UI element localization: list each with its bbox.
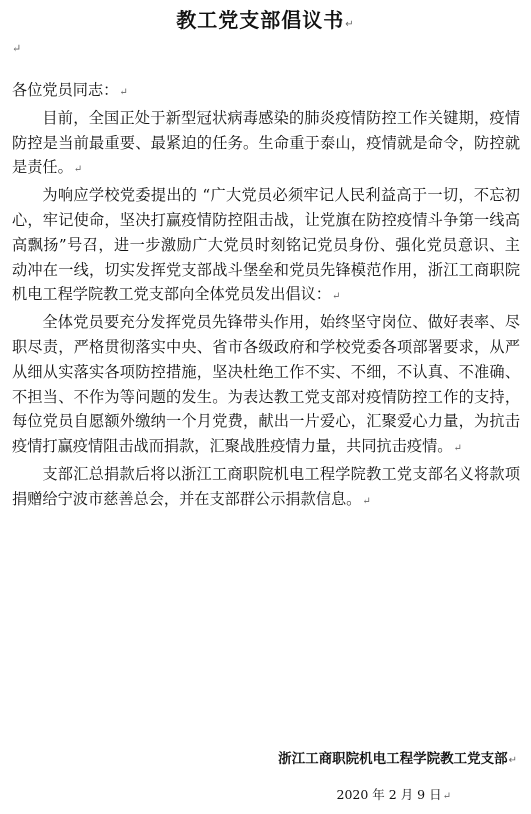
- paragraph-3: 全体党员要充分发挥党员先锋带头作用，始终坚守岗位、做好表率、尽职尽责，严格贯彻落实中央、省市各级政府和学校党委各项部署要求，从严从细从实落实各项防控措施，坚决杜绝工作不实、不细，不认真、不准确、不担当、不作为等问题的发生。为表达教工党支部对疫情防控工作的支持，每位党员自愿额外缴纳一个月党费，献出一片爱心，汇聚爱心力量，为抗击疫情打赢疫情阻击战而捐款，汇聚战胜疫情力量，共同抗击疫情。↵: [12, 313, 520, 456]
- paragraph-4: 支部汇总捐款后将以浙江工商职院机电工程学院教工党支部名义将款项捐赠给宁波市慈善总会，并在支部群公示捐款信息。↵: [12, 464, 520, 508]
- paragraph-mark: ↵: [508, 755, 517, 766]
- paragraph-1: 目前，全国正处于新型冠状病毒感染的肺炎疫情防控工作关键期，疫情防控是当前最重要、最紧迫的任务。生命重于泰山，疫情就是命令，防控就是责任。↵: [12, 108, 520, 177]
- paragraph-mark: ↵: [331, 291, 341, 303]
- signature: 浙江工商职院机电工程学院教工党支部↵: [278, 751, 517, 767]
- salutation: 各位党员同志：↵: [12, 81, 128, 99]
- paragraph-mark: ↵: [453, 443, 462, 455]
- paragraph-mark: ↵: [73, 164, 83, 176]
- document-title: 教工党支部倡议书↵: [176, 8, 355, 32]
- document-date: 2020 年 2 月 9 日↵: [336, 787, 451, 802]
- document-body: [12, 78, 520, 515]
- paragraph-mark: ↵: [345, 19, 355, 30]
- paragraph-mark: ↵: [119, 87, 128, 98]
- paragraph-mark: ↵: [442, 791, 451, 802]
- paragraph-mark: ↵: [362, 495, 371, 507]
- paragraph-2: 为响应学校党委提出的 “广大党员必须牢记人民利益高于一切，不忘初心，牢记使命，坚决打赢疫情防控阻击战，让党旗在防控疫情斗争第一线高高飘扬”号召，进一步激励广大党员时刻铭记党员身份、强化党员意识、主动冲在一线，切实发挥党支部战斗堡垒和党员先锋模范作用，浙江工商职院机电工程学院教工党支部向全体党员发出倡议：↵: [12, 186, 520, 304]
- empty-paragraph-mark: ↵: [12, 42, 22, 55]
